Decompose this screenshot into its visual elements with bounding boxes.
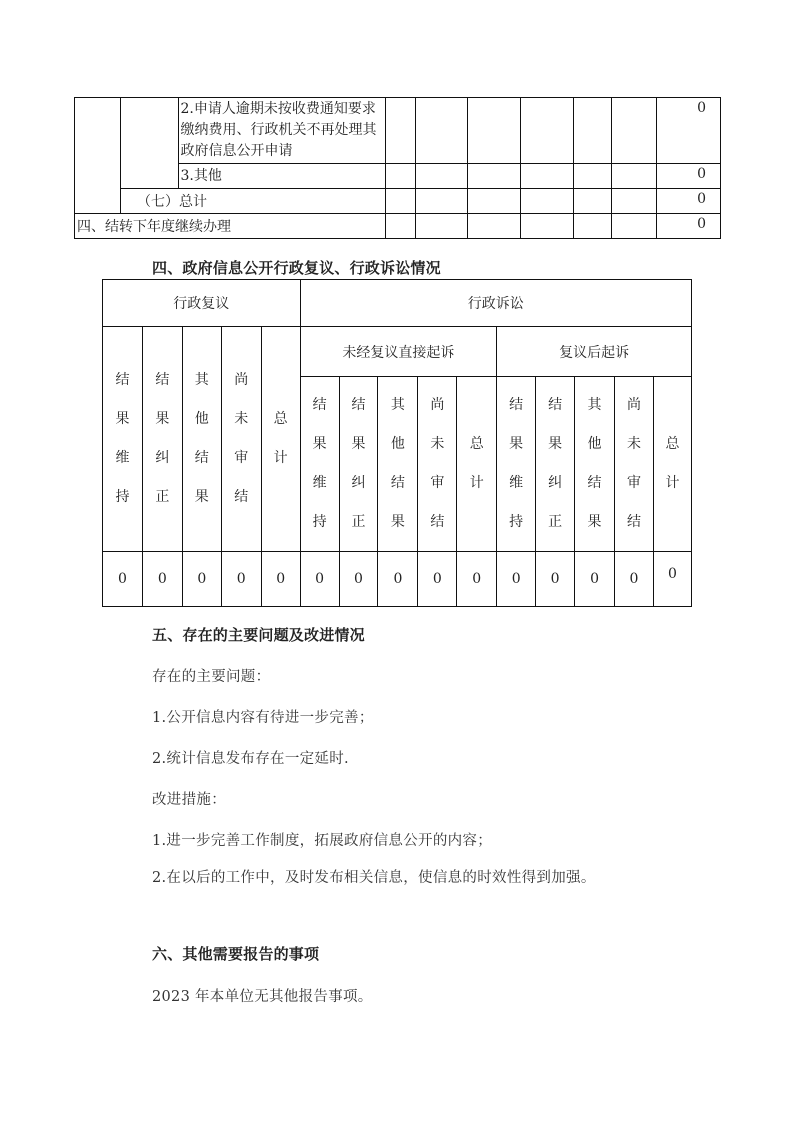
column-header <box>378 377 418 552</box>
column-header-text: 结 果 维 持 <box>312 397 327 530</box>
table-cell: 0 <box>536 552 575 607</box>
review-header: 行政复议 <box>103 280 301 327</box>
table-cell: 0 <box>339 552 378 607</box>
table-cell: 0 <box>261 552 300 607</box>
measure-item: 1.进一步完善工作制度，拓展政府信息公开的内容； <box>152 833 493 849</box>
measures-label: 改进措施： <box>152 792 226 808</box>
table-row <box>75 214 721 239</box>
row-label: 3.其他 <box>178 164 386 189</box>
column-header <box>575 377 615 552</box>
row-value: 0 <box>657 214 721 239</box>
row-label: 四、结转下年度继续办理 <box>75 214 386 239</box>
column-header <box>418 377 457 552</box>
table-cell: 0 <box>497 552 536 607</box>
column-header-text: 总 计 <box>469 436 484 491</box>
column-header <box>614 377 653 552</box>
table-cell <box>121 98 178 189</box>
measure-item: 2.在以后的工作中，及时发布相关信息，使信息的时效性得到加强。 <box>152 870 596 886</box>
column-header-text: 其 他 结 果 <box>390 397 405 530</box>
column-header <box>182 327 221 552</box>
direct-suit-header: 未经复议直接起诉 <box>300 327 497 377</box>
section-heading: 五、存在的主要问题及改进情况 <box>152 626 365 644</box>
applications-table-continuation <box>74 97 721 239</box>
column-header <box>103 327 143 552</box>
column-header-text: 尚 未 审 结 <box>626 397 641 530</box>
problem-item: 1.公开信息内容有待进一步完善； <box>152 710 374 726</box>
column-header-text: 其 他 结 果 <box>587 397 602 530</box>
row-label: （七）总计 <box>121 189 386 214</box>
column-header-text: 结 果 维 持 <box>509 397 524 530</box>
column-header-text: 总 计 <box>665 436 680 491</box>
after-review-header: 复议后起诉 <box>497 327 692 377</box>
table-cell: 0 <box>142 552 182 607</box>
review-litigation-table <box>102 279 692 607</box>
table-cell: 0 <box>653 552 691 607</box>
table-cell: 0 <box>182 552 221 607</box>
problem-item: 2.统计信息发布存在一定延时. <box>152 751 349 767</box>
table-row <box>103 552 692 607</box>
table-cell: 0 <box>103 552 143 607</box>
column-header-text: 结 果 纠 正 <box>351 397 366 530</box>
table-cell: 0 <box>378 552 418 607</box>
column-header <box>653 377 691 552</box>
litigation-header: 行政诉讼 <box>300 280 691 327</box>
row-value: 0 <box>657 189 721 214</box>
column-header-text: 尚 未 审 结 <box>430 397 445 530</box>
column-header <box>457 377 497 552</box>
column-header-text: 结 果 纠 正 <box>548 397 563 530</box>
table-row <box>75 98 721 164</box>
table-row <box>103 327 692 377</box>
table-cell: 0 <box>614 552 653 607</box>
column-header <box>300 377 339 552</box>
column-header <box>339 377 378 552</box>
problems-label: 存在的主要问题： <box>152 669 271 685</box>
column-header-text: 结 果 维 持 <box>115 372 130 505</box>
column-header <box>221 327 261 552</box>
column-header <box>142 327 182 552</box>
table-cell: 0 <box>300 552 339 607</box>
table-row <box>103 280 692 327</box>
table-cell: 0 <box>418 552 457 607</box>
table-cell <box>75 98 121 214</box>
section-heading: 四、政府信息公开行政复议、行政诉讼情况 <box>152 259 441 277</box>
table-row <box>75 189 721 214</box>
table-cell: 0 <box>457 552 497 607</box>
row-label: 2.申请人逾期未按收费通知要求缴纳费用、行政机关不再处理其政府信息公开申请 <box>178 98 386 164</box>
column-header-text: 总 计 <box>273 411 288 466</box>
column-header <box>497 377 536 552</box>
row-value: 0 <box>657 164 721 189</box>
column-header-text: 其 他 结 果 <box>194 372 209 505</box>
column-header <box>536 377 575 552</box>
column-header-text: 结 果 纠 正 <box>155 372 170 505</box>
other-matters-text: 2023 年本单位无其他报告事项。 <box>152 989 373 1005</box>
table-cell: 0 <box>221 552 261 607</box>
table-cell: 0 <box>575 552 615 607</box>
row-value: 0 <box>657 98 721 164</box>
section-heading: 六、其他需要报告的事项 <box>152 945 320 963</box>
column-header-text: 尚 未 审 结 <box>234 372 249 505</box>
column-header <box>261 327 300 552</box>
